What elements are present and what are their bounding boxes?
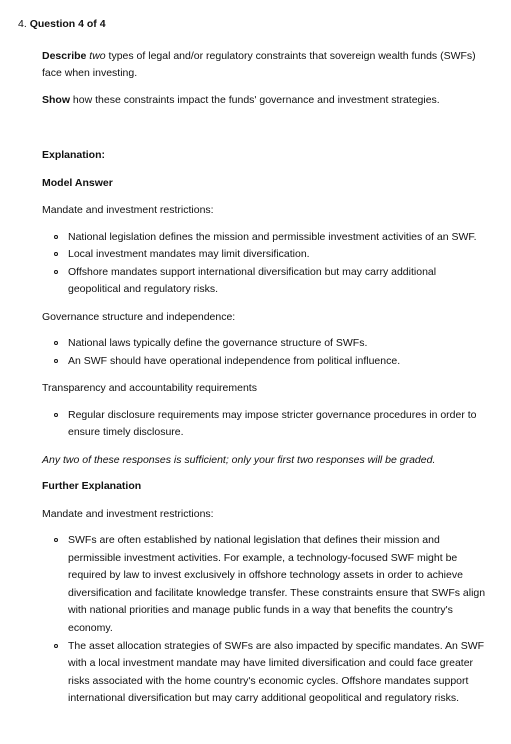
- list-item: Regular disclosure requirements may impose stricter governance procedures in order to ensure timely disclosure.: [42, 407, 490, 442]
- question-number: 4.: [18, 18, 27, 30]
- question-title: Question 4 of 4: [29, 18, 106, 30]
- show-text: how these constraints impact the funds' governance and investment strategies.: [72, 94, 440, 106]
- question-header: [18, 18, 106, 30]
- grading-note: Any two of these responses is sufficient; only your first two responses will be graded.: [42, 453, 436, 466]
- list-transparency: [42, 407, 490, 442]
- list-item: National legislation defines the mission and permissible investment activities of an SWF.: [42, 229, 490, 247]
- list-item: Local investment mandates may limit diversification.: [42, 246, 490, 264]
- list-item: The asset allocation strategies of SWFs are also impacted by specific mandates. An SWF with a local investment mandate may have limited diversification and could face greater risks associated with the home country's economic cycles. Offshore mandates support international diversification but may carry additional geopolitical and regulatory risks.: [42, 638, 490, 708]
- list-mandate: [42, 229, 490, 299]
- explanation-block: [42, 147, 490, 708]
- describe-verb: Describe: [42, 50, 87, 62]
- section-title-transparency: Transparency and accountability requirements: [42, 382, 257, 394]
- describe-emphasis: two: [89, 50, 106, 62]
- list-item: National laws typically define the governance structure of SWFs.: [42, 335, 490, 353]
- show-verb: Show: [42, 94, 70, 106]
- describe-text: types of legal and/or regulatory constraints that sovereign wealth funds (SWFs) face when investing.: [42, 50, 476, 79]
- section-title-governance: Governance structure and independence:: [42, 310, 236, 323]
- list-governance: [42, 335, 490, 370]
- list-item: An SWF should have operational independence from political influence.: [42, 353, 490, 371]
- further-heading: Further Explanation: [42, 480, 142, 492]
- explanation-heading: Explanation:: [42, 149, 106, 161]
- model-answer-heading: Model Answer: [42, 176, 113, 189]
- further-section-title: Mandate and investment restrictions:: [42, 507, 214, 520]
- list-item: Offshore mandates support international diversification but may carry additional geopolitical and regulatory risks.: [42, 264, 490, 299]
- section-title-mandate: Mandate and investment restrictions:: [42, 204, 214, 216]
- list-item: SWFs are often established by national legislation that defines their mission and permissible investment activities. For example, a technology-focused SWF might be required by law to invest exclusively in offshore technology assets in order to achieve diversification and facilitate knowledge transfer. These constraints ensure that SWFs align with national priorities and manage public funds in a way that benefits the country's economy.: [42, 532, 490, 638]
- prompt-describe: [42, 48, 488, 81]
- prompt-show: [42, 92, 490, 109]
- question-prompt: [42, 48, 490, 109]
- list-further: [42, 532, 490, 708]
